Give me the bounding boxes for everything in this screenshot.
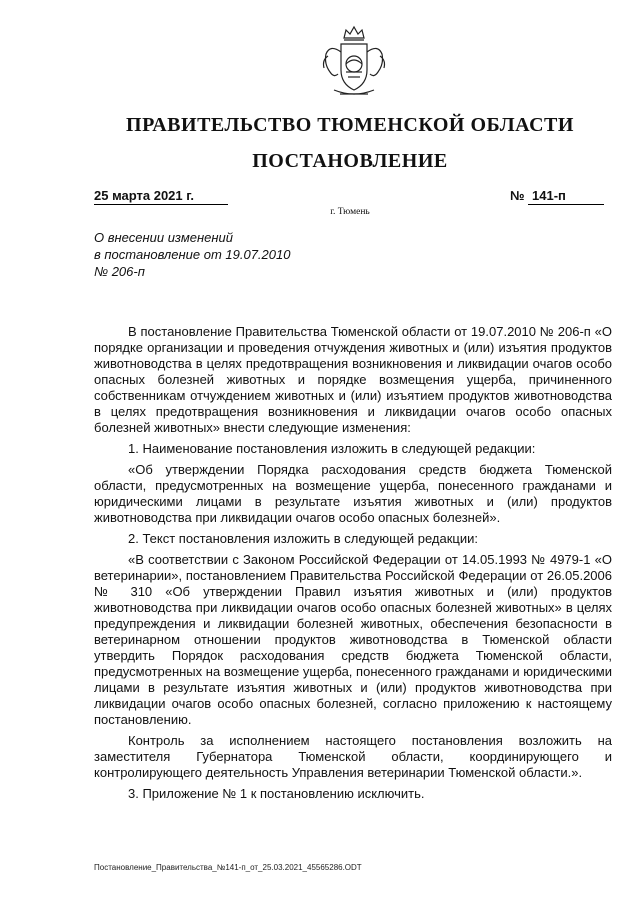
body-paragraph: «Об утверждении Порядка расходования средств бюджета Тюменской области, предусмотренных на возмещение ущерба, понесенного гражданами и юридическими лицами в результате изъятия животных и (или) продуктов животноводства при ликвидации очагов особо опасных болезней».	[94, 462, 612, 525]
number-label: №	[510, 188, 525, 203]
footer-filename: Постановление_Правительства_№141-п_от_25.03.2021_45565286.ODT	[94, 863, 362, 872]
body-paragraph: Контроль за исполнением настоящего постановления возложить на заместителя Губернатора Тюменской области, координирующего и контролирующего деятельность Управления ветеринарии Тюменской области.».	[94, 733, 612, 780]
coat-of-arms-icon	[312, 22, 396, 106]
document-date: 25 марта 2021 г.	[94, 188, 228, 205]
body-paragraph: 3. Приложение № 1 к постановлению исключить.	[128, 786, 425, 801]
body-paragraph: В постановление Правительства Тюменской области от 19.07.2010 № 206-п «О порядке организации и проведения отчуждения животных и (или) изъятия продуктов животноводства в целях предотвращения возникновения и ликвидации очагов особо опасных болезней животных и порядке возмещения ущерба, причиненного собственникам отчуждением животных и (или) изъятием продуктов животноводства в целях предотвращения возникновения и ликвидации очагов особо опасных болезней животных» внести следующие изменения:	[94, 324, 612, 435]
document-number: 141-п	[528, 188, 604, 205]
body-paragraph: 2. Текст постановления изложить в следующей редакции:	[128, 531, 479, 546]
government-title: ПРАВИТЕЛЬСТВО ТЮМЕНСКОЙ ОБЛАСТИ	[126, 114, 574, 136]
subject-line: О внесении изменений	[94, 230, 233, 245]
body-paragraph: «В соответствии с Законом Российской Федерации от 14.05.1993 № 4979-1 «О ветеринарии», постановлением Правительства Российской Федерации от 26.05.2006 № 310 «Об утверждении Правил изъятия животных и (или) продуктов животноводства при ликвидации очагов особо опасных болезней животных» в целях предупреждения и ликвидации болезней животных, обеспечения безопасности в ветеринарном отношении продуктов животноводства в Тюменской области утвердить Порядок расходования средств бюджета Тюменской области, предусмотренных на возмещение ущерба, понесенного гражданами и юридическими лицами в результате изъятия животных и (или) продуктов животноводства при ликвидации очагов особо опасных болезней, согласно приложению к настоящему постановлению.	[94, 552, 612, 727]
document-body	[94, 324, 612, 807]
subject-line: № 206-п	[94, 264, 145, 279]
body-paragraph: 1. Наименование постановления изложить в следующей редакции:	[128, 441, 536, 456]
document-type: ПОСТАНОВЛЕНИЕ	[252, 150, 448, 172]
subject	[94, 229, 290, 280]
subject-line: в постановление от 19.07.2010	[94, 247, 291, 262]
city: г. Тюмень	[330, 207, 370, 217]
